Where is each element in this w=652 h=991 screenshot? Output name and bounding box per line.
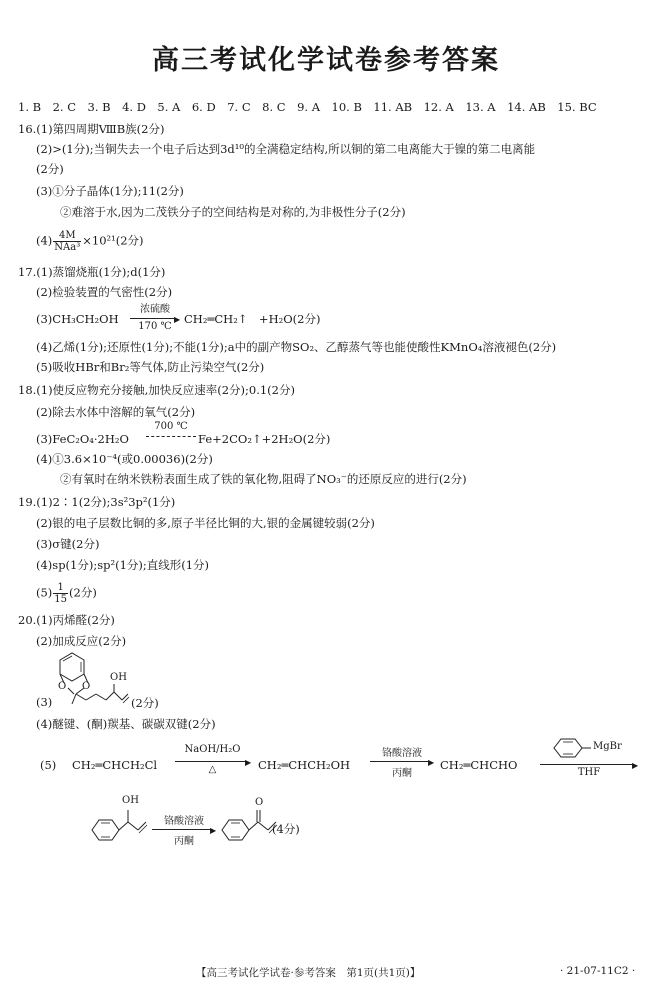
atom-oh-product: OH [122,795,139,806]
page-title: 高三考试化学试卷参考答案 [152,45,500,76]
q16-line1: 16.(1)第四周期ⅧB族(2分) [18,122,165,136]
q20-line3-score: (2分) [131,696,159,710]
reagent-mgbr: MgBr [593,741,622,752]
atom-o-right: O [82,681,91,692]
q18-line1: 18.(1)使反应物充分接触,加快反应速率(2分);0.1(2分) [18,383,295,397]
q17-line5: (5)吸收HBr和Br₂等气体,防止污染空气(2分) [36,360,265,374]
reaction-arrow: 铬酸溶液 ▶ 丙酮 [152,812,216,846]
q16-line4: ②难溶于水,因为二茂铁分子的空间结构是对称的,为非极性分子(2分) [60,205,406,219]
reaction-arrow: 700 ℃ [146,421,196,445]
atom-o-left: O [58,681,67,692]
reaction-arrow: ▶ THF [540,762,638,780]
q19-line1: 19.(1)2∶1(2分);3s²3p²(1分) [18,495,176,509]
q17-line4: (4)乙烯(1分);还原性(1分);不能(1分);a中的副产物SO₂、乙醇蒸气等也能使酸性KMnO₄溶液褪色(2分) [36,340,557,354]
footer-text: 【高三考试化学试卷·参考答案 第1页(共1页)】 [196,967,421,979]
fraction: $\frac{4M}{\text{NAa³}}$ [54,230,81,253]
q18-line4: (4)①3.6×10⁻⁴(或0.00036)(2分) [36,452,213,466]
phenyl-ring-reagent [550,736,592,760]
species-acrolein: CH₂═CHCHO [440,758,518,772]
species-allyl-chloride: CH₂═CHCH₂Cl [72,758,158,772]
q19-line3: (3)σ键(2分) [36,537,100,551]
q17-line1: 17.(1)蒸馏烧瓶(1分);d(1分) [18,265,166,279]
phenyl-vinyl-ketone-structure [218,790,288,850]
q20-line4: (4)醚键、(酮)羰基、碳碳双键(2分) [36,717,216,731]
atom-oh: OH [110,672,127,683]
q19-line4: (4)sp(1分);sp²(1分);直线形(1分) [36,558,210,572]
q19-line5: (5) $\frac{1}{15}$ (2分) [36,582,97,605]
q20-line1: 20.(1)丙烯醛(2分) [18,613,115,627]
q20-line2: (2)加成反应(2分) [36,634,127,648]
q19-line2: (2)银的电子层数比铜的多,原子半径比铜的大,银的金属键较弱(2分) [36,516,375,530]
q17-line2: (2)检验装置的气密性(2分) [36,285,173,299]
reaction-arrow: 铬酸溶液 ▶ 丙酮 [370,744,434,778]
fraction: $\frac{1}{15}$ [54,582,68,605]
q16-line2: (2)>(1分);当铜失去一个电子后达到3d¹⁰的全满稳定结构,所以铜的第二电离能大于镍的第二电离能 [36,142,536,156]
atom-o-product: O [255,797,264,808]
q20-line5-score: (4分) [272,822,300,836]
q18-line5: ②有氧时在纳米铁粉表面生成了铁的氧化物,阻碍了NO₃⁻的还原反应的进行(2分) [60,472,467,486]
footer-code: · 21-07-11C2 · [560,965,636,977]
q16-line2b: (2分) [36,162,64,176]
q17-line3-left: (3)CH₃CH₂OH [36,312,119,326]
q16-line5: (4) $\frac{4M}{\text{NAa³}}$ ×10²¹(2分) [36,230,144,253]
q20-line3-label: (3) [36,695,53,709]
q16-line3: (3)①分子晶体(1分);11(2分) [36,184,184,198]
reaction-arrow: 浓硫酸 ▶ 170 ℃ [130,300,180,334]
species-allyl-alcohol: CH₂═CHCH₂OH [258,758,351,772]
q18-line2: (2)除去水体中溶解的氧气(2分) [36,405,196,419]
q18-line3-left: (3)FeC₂O₄·2H₂O [36,432,129,446]
reaction-arrow: NaOH/H₂O ▶ △ [175,744,250,778]
q18-line3-right: Fe+2CO₂↑+2H₂O(2分) [198,432,331,446]
q20-line5-label: (5) [40,758,57,772]
q17-line3-right: CH₂═CH₂↑ +H₂O(2分) [184,312,321,326]
choice-answers: 1. B 2. C 3. B 4. D 5. A 6. D 7. C 8. C 9. A 10. B 11. AB 12. A 13. A 14. AB 15. BC [18,100,597,114]
